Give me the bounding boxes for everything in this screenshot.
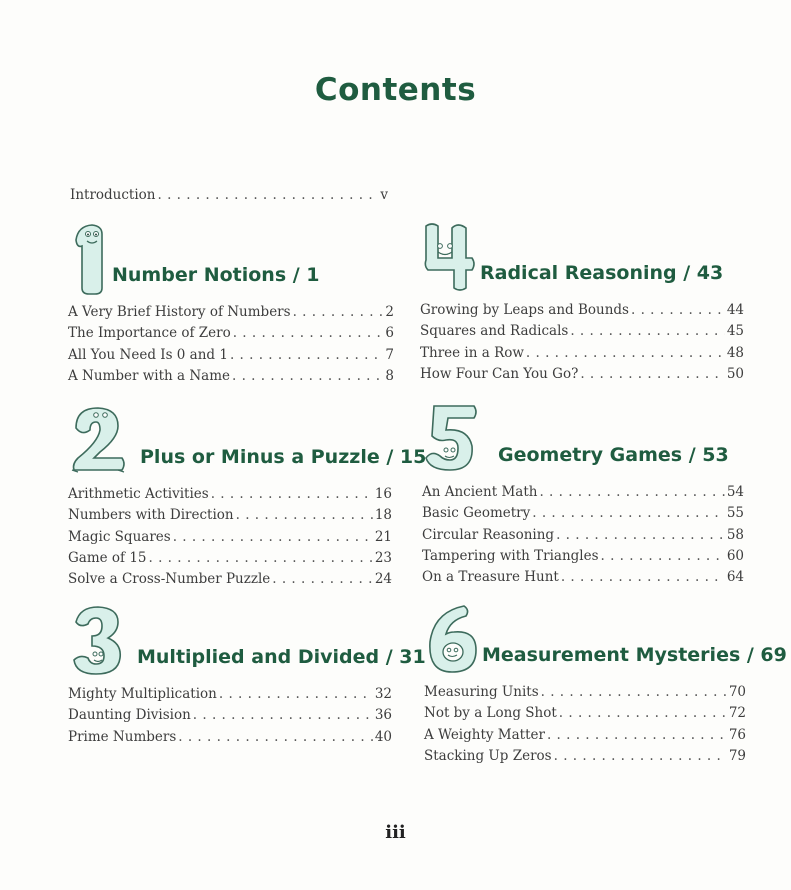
- chapter-5: [422, 402, 744, 590]
- dot-leader: [554, 748, 727, 764]
- entry-label: Solve a Cross-Number Puzzle: [68, 571, 271, 588]
- entry-page: 76: [728, 726, 746, 743]
- toc-entry[interactable]: [422, 569, 744, 590]
- entry-label: Not by a Long Shot: [424, 705, 557, 722]
- entry-page: 36: [374, 707, 392, 724]
- dot-leader: [230, 347, 383, 363]
- entry-page: 2: [385, 304, 394, 320]
- page-number: iii: [385, 822, 406, 843]
- dot-leader: [580, 366, 725, 382]
- entry-page: 58: [726, 526, 744, 543]
- entry-label: Three in a Row: [420, 344, 524, 361]
- dot-leader: [233, 325, 384, 341]
- entry-page: 50: [726, 365, 744, 382]
- dot-leader: [570, 323, 725, 339]
- dot-leader: [149, 550, 373, 566]
- dot-leader: [556, 527, 725, 543]
- toc-entry[interactable]: [68, 325, 394, 346]
- dot-leader: [232, 368, 383, 384]
- dot-leader: [541, 684, 727, 700]
- entry-label: Mighty Multiplication: [68, 686, 217, 702]
- dot-leader: [193, 707, 373, 723]
- toc-entry-introduction[interactable]: [70, 187, 388, 208]
- chapter-6: [424, 602, 787, 769]
- entry-page: 64: [726, 569, 744, 586]
- entry-label: Daunting Division: [68, 707, 191, 724]
- numeral-two-icon: [68, 404, 130, 478]
- entry-label: On a Treasure Hunt: [422, 569, 559, 586]
- toc-entry[interactable]: [68, 304, 394, 325]
- dot-leader: [272, 571, 373, 587]
- dot-leader: [158, 187, 379, 203]
- entry-label: Introduction: [70, 187, 156, 203]
- toc-entry[interactable]: [424, 684, 746, 705]
- dot-leader: [601, 548, 725, 564]
- entry-page: 16: [374, 486, 392, 502]
- entry-page: 72: [728, 705, 746, 722]
- dot-leader: [293, 304, 384, 320]
- entry-label: The Importance of Zero: [68, 325, 231, 342]
- toc-entry[interactable]: [424, 727, 746, 748]
- toc-entry[interactable]: [424, 705, 746, 726]
- toc-entry[interactable]: [68, 368, 394, 389]
- entry-label: A Number with a Name: [68, 367, 230, 384]
- entry-page: 21: [374, 528, 392, 545]
- entry-page: 60: [726, 547, 744, 564]
- entry-label: Magic Squares: [68, 528, 171, 545]
- toc-entry[interactable]: [420, 302, 744, 323]
- dot-leader: [631, 302, 725, 318]
- entry-label: Basic Geometry: [422, 505, 531, 522]
- entry-page: 48: [726, 344, 744, 361]
- dot-leader: [211, 486, 373, 502]
- dot-leader: [236, 507, 373, 523]
- entry-page: 6: [385, 325, 394, 342]
- entry-label: Measuring Units: [424, 684, 539, 700]
- toc-entry[interactable]: [424, 748, 746, 769]
- entry-page: 7: [385, 346, 394, 363]
- dot-leader: [539, 484, 724, 500]
- entry-page: 70: [728, 684, 746, 700]
- entry-page: 79: [728, 747, 746, 764]
- entry-label: Tampering with Triangles: [422, 547, 599, 564]
- numeral-three-icon: [68, 604, 130, 678]
- chapter-title: Multiplied and Divided / 31: [137, 646, 426, 668]
- toc-entry[interactable]: [420, 323, 744, 344]
- numeral-six-icon: [424, 602, 486, 676]
- dot-leader: [547, 727, 727, 743]
- numeral-four-icon: [420, 220, 482, 294]
- page-title: Contents: [314, 72, 477, 108]
- entry-page: 44: [726, 302, 744, 318]
- toc-entry[interactable]: [68, 347, 394, 368]
- toc-entry[interactable]: [68, 686, 392, 707]
- entry-label: Arithmetic Activities: [68, 486, 209, 502]
- entry-label: A Very Brief History of Numbers: [68, 304, 291, 320]
- entry-label: Circular Reasoning: [422, 526, 555, 543]
- dot-leader: [173, 529, 373, 545]
- entry-page: v: [380, 187, 388, 203]
- entry-page: 23: [374, 549, 392, 566]
- toc-entry[interactable]: [422, 548, 744, 569]
- entry-label: Prime Numbers: [68, 728, 177, 745]
- toc-entry[interactable]: [422, 484, 744, 505]
- entry-page: 55: [726, 505, 744, 522]
- entry-label: Numbers with Direction: [68, 507, 234, 524]
- chapter-title: Plus or Minus a Puzzle / 15: [140, 446, 427, 468]
- chapter-2: [68, 404, 427, 592]
- numeral-five-icon: [422, 402, 484, 476]
- entry-page: 40: [374, 728, 392, 745]
- toc-entry[interactable]: [420, 345, 744, 366]
- entry-page: 45: [726, 323, 744, 340]
- chapter-3: [68, 604, 426, 750]
- toc-entry[interactable]: [68, 729, 392, 750]
- entry-label: All You Need Is 0 and 1: [68, 346, 228, 363]
- entry-page: 18: [374, 507, 392, 524]
- chapter-1: [68, 222, 394, 389]
- dot-leader: [561, 569, 725, 585]
- toc-entry[interactable]: [420, 366, 744, 387]
- dot-leader: [526, 345, 725, 361]
- entry-label: An Ancient Math: [422, 484, 538, 500]
- chapter-title: Number Notions / 1: [112, 264, 320, 286]
- dot-leader: [219, 686, 373, 702]
- entry-label: Growing by Leaps and Bounds: [420, 302, 629, 318]
- toc-entry[interactable]: [422, 505, 744, 526]
- toc-entry[interactable]: [68, 707, 392, 728]
- dot-leader: [532, 505, 725, 521]
- chapter-title: Measurement Mysteries / 69: [482, 644, 787, 666]
- chapter-4: [420, 220, 744, 387]
- toc-entry[interactable]: [68, 507, 392, 528]
- dot-leader: [178, 729, 373, 745]
- chapter-title: Radical Reasoning / 43: [480, 262, 724, 284]
- dot-leader: [559, 705, 727, 721]
- toc-entry[interactable]: [68, 486, 392, 507]
- entry-label: A Weighty Matter: [424, 726, 545, 743]
- toc-entry[interactable]: [68, 529, 392, 550]
- chapter-title: Geometry Games / 53: [498, 444, 729, 466]
- entry-label: Game of 15: [68, 549, 147, 566]
- entry-label: Stacking Up Zeros: [424, 747, 552, 764]
- entry-page: 54: [726, 484, 744, 500]
- entry-page: 24: [374, 571, 392, 588]
- entry-label: How Four Can You Go?: [420, 365, 579, 382]
- toc-entry[interactable]: [68, 571, 392, 592]
- toc-entry[interactable]: [422, 527, 744, 548]
- entry-label: Squares and Radicals: [420, 323, 569, 340]
- entry-page: 32: [374, 686, 392, 702]
- toc-entry[interactable]: [68, 550, 392, 571]
- entry-page: 8: [385, 367, 394, 384]
